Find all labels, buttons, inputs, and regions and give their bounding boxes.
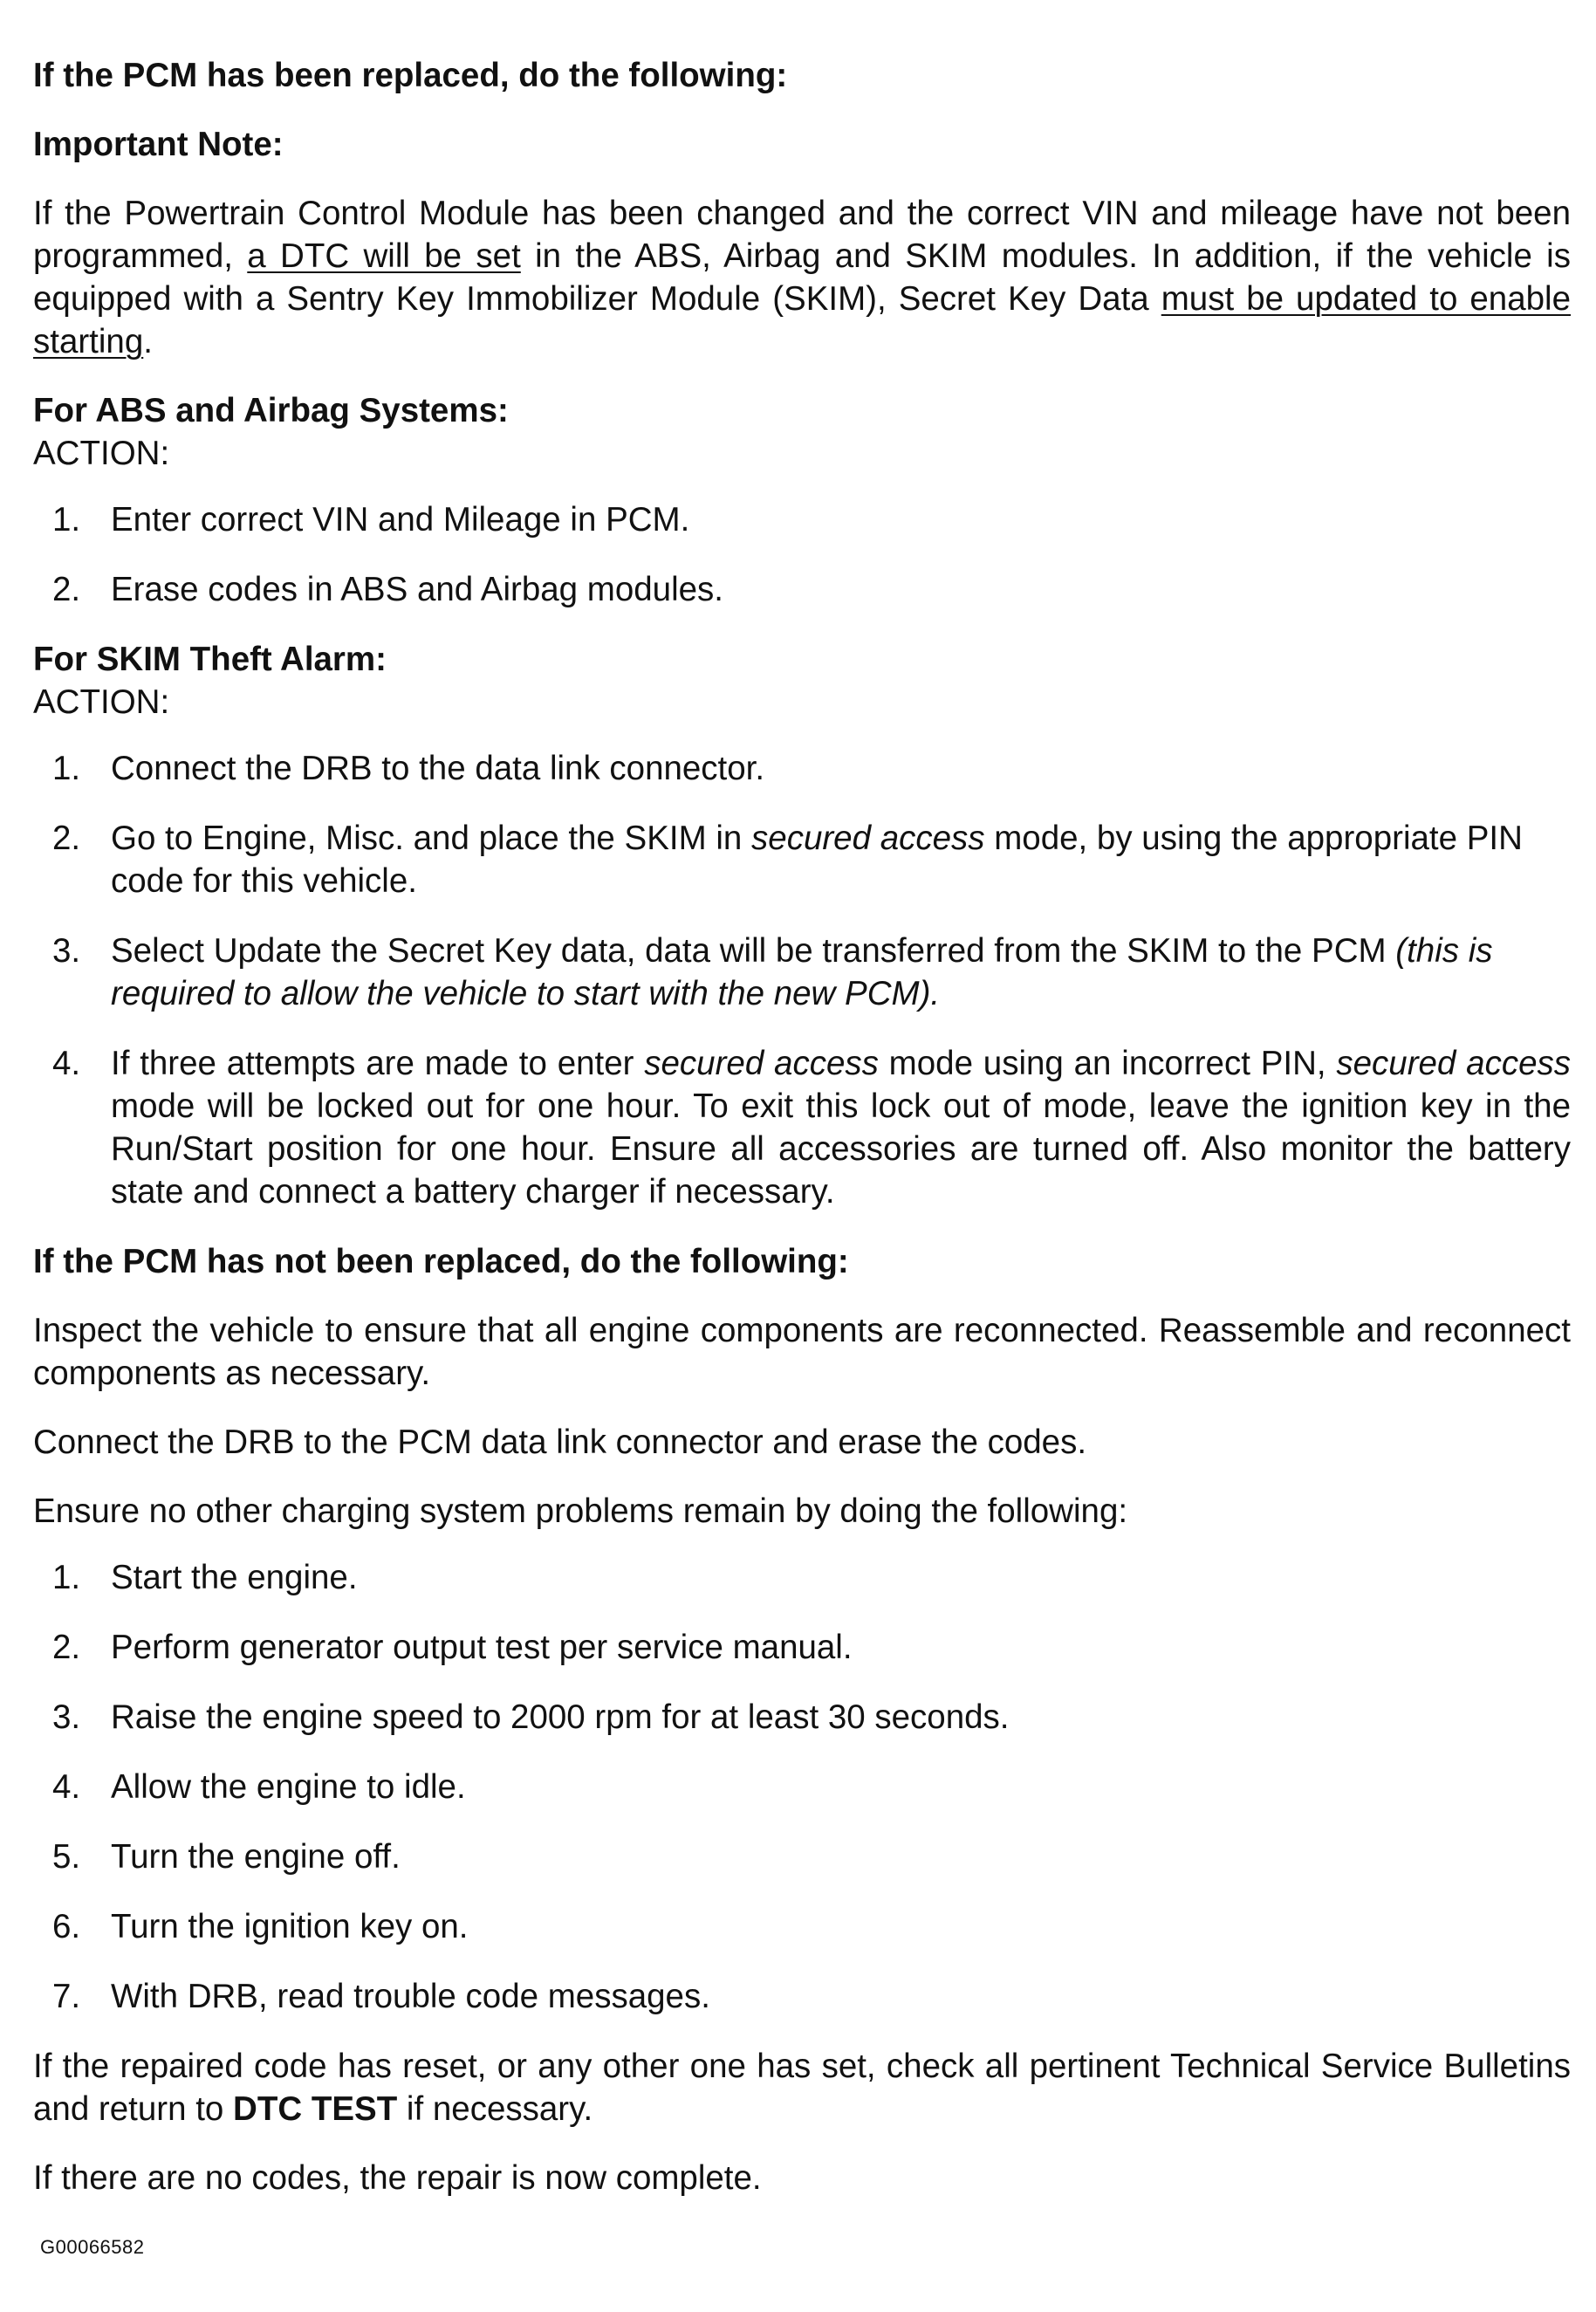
list-item [33,747,1571,790]
reset-text-2: if necessary. [397,2090,593,2128]
step-number: 5. [52,1838,81,1876]
step-text-italic: (this is required to allow the vehicle to start with the new PCM). [111,932,1493,1012]
skim-steps-list [33,747,1571,1213]
charging-steps-list [33,1556,1571,2018]
abs-action-label: ACTION: [33,435,170,472]
step-text: Turn the ignition key on. [111,1908,469,1945]
step-text-italic: secured access [1336,1045,1571,1082]
list-item [33,568,1571,611]
section-heading-pcm-replaced: If the PCM has been replaced, do the following: [33,57,788,94]
step-text: With DRB, read trouble code messages. [111,1978,710,2015]
note-underlined-secret-key: must be updated to enable starting [33,280,1571,360]
step-number: 7. [52,1978,81,2015]
step-text-italic: secured access [751,820,985,857]
note-text-3: . [143,323,153,360]
skim-theft-alarm-heading: For SKIM Theft Alarm: [33,641,387,678]
step-number: 3. [52,932,81,970]
step-text: Raise the engine speed to 2000 rpm for at least 30 seconds. [111,1698,1010,1736]
document-page [33,54,1571,2199]
list-item [33,1835,1571,1878]
step-text: mode will be locked out for one hour. To exit this lock out of mode, leave the ignition key in the Run/Start position for one hour. Ensure all accessories are turned off. Also monitor the battery state and connect a battery charger if necessary. [111,1087,1571,1211]
step-number: 4. [52,1045,81,1082]
list-item [33,930,1571,1015]
step-text: Connect the DRB to the data link connector. [111,750,765,787]
abs-steps-list [33,498,1571,611]
repair-complete-paragraph: If there are no codes, the repair is now complete. [33,2159,762,2197]
step-text-italic: secured access [644,1045,879,1082]
note-underlined-dtc: a DTC will be set [247,237,521,275]
dtc-test-reference: DTC TEST [233,2090,398,2128]
list-item [33,1042,1571,1213]
figure-code: G00066582 [40,2236,145,2258]
connect-drb-paragraph: Connect the DRB to the PCM data link connector and erase the codes. [33,1424,1087,1461]
step-text: Select Update the Secret Key data, data will be transferred from the SKIM to the PCM [111,932,1396,970]
ensure-paragraph: Ensure no other charging system problems remain by doing the following: [33,1492,1128,1530]
skim-action-label: ACTION: [33,683,170,721]
important-note-paragraph [33,192,1571,363]
step-number: 6. [52,1908,81,1945]
step-text: Erase codes in ABS and Airbag modules. [111,571,723,608]
step-text: Perform generator output test per service manual. [111,1629,853,1666]
step-number: 1. [52,750,81,787]
list-item [33,1626,1571,1669]
step-text: If three attempts are made to enter [111,1045,645,1082]
step-text: Enter correct VIN and Mileage in PCM. [111,501,690,539]
section-heading-pcm-not-replaced: If the PCM has not been replaced, do the following: [33,1243,849,1280]
list-item [33,1766,1571,1808]
note-text-1: If the Powertrain Control Module has been changed and the correct VIN and mileage have not been programmed, [33,195,1571,275]
list-item [33,1696,1571,1739]
list-item [33,498,1571,541]
step-number: 2. [52,820,81,857]
step-text: Go to Engine, Misc. and place the SKIM in [111,820,752,857]
important-note-heading: Important Note: [33,126,284,163]
note-text-2: in the ABS, Airbag and SKIM modules. In addition, if the vehicle is equipped with a Sentry Key Immobilizer Module (SKIM), Secret Key Data [33,237,1571,318]
reset-text-1: If the repaired code has reset, or any other one has set, check all pertinent Technical Service Bulletins and return to [33,2048,1571,2128]
step-number: 3. [52,1698,81,1736]
step-text: Allow the engine to idle. [111,1768,466,1806]
list-item [33,817,1571,902]
step-text: mode using an incorrect PIN, [878,1045,1337,1082]
step-text: Start the engine. [111,1559,358,1596]
step-text: Turn the engine off. [111,1838,401,1876]
step-number: 2. [52,571,81,608]
inspect-paragraph: Inspect the vehicle to ensure that all engine components are reconnected. Reassemble and reconnect components as necessary. [33,1312,1571,1392]
step-number: 1. [52,1559,81,1596]
step-number: 1. [52,501,81,539]
list-item [33,1975,1571,2018]
list-item [33,1556,1571,1599]
code-reset-paragraph [33,2045,1571,2130]
step-text: mode, by using the appropriate PIN code for this vehicle. [111,820,1523,900]
step-number: 4. [52,1768,81,1806]
list-item [33,1905,1571,1948]
step-number: 2. [52,1629,81,1666]
abs-airbag-heading: For ABS and Airbag Systems: [33,392,509,429]
